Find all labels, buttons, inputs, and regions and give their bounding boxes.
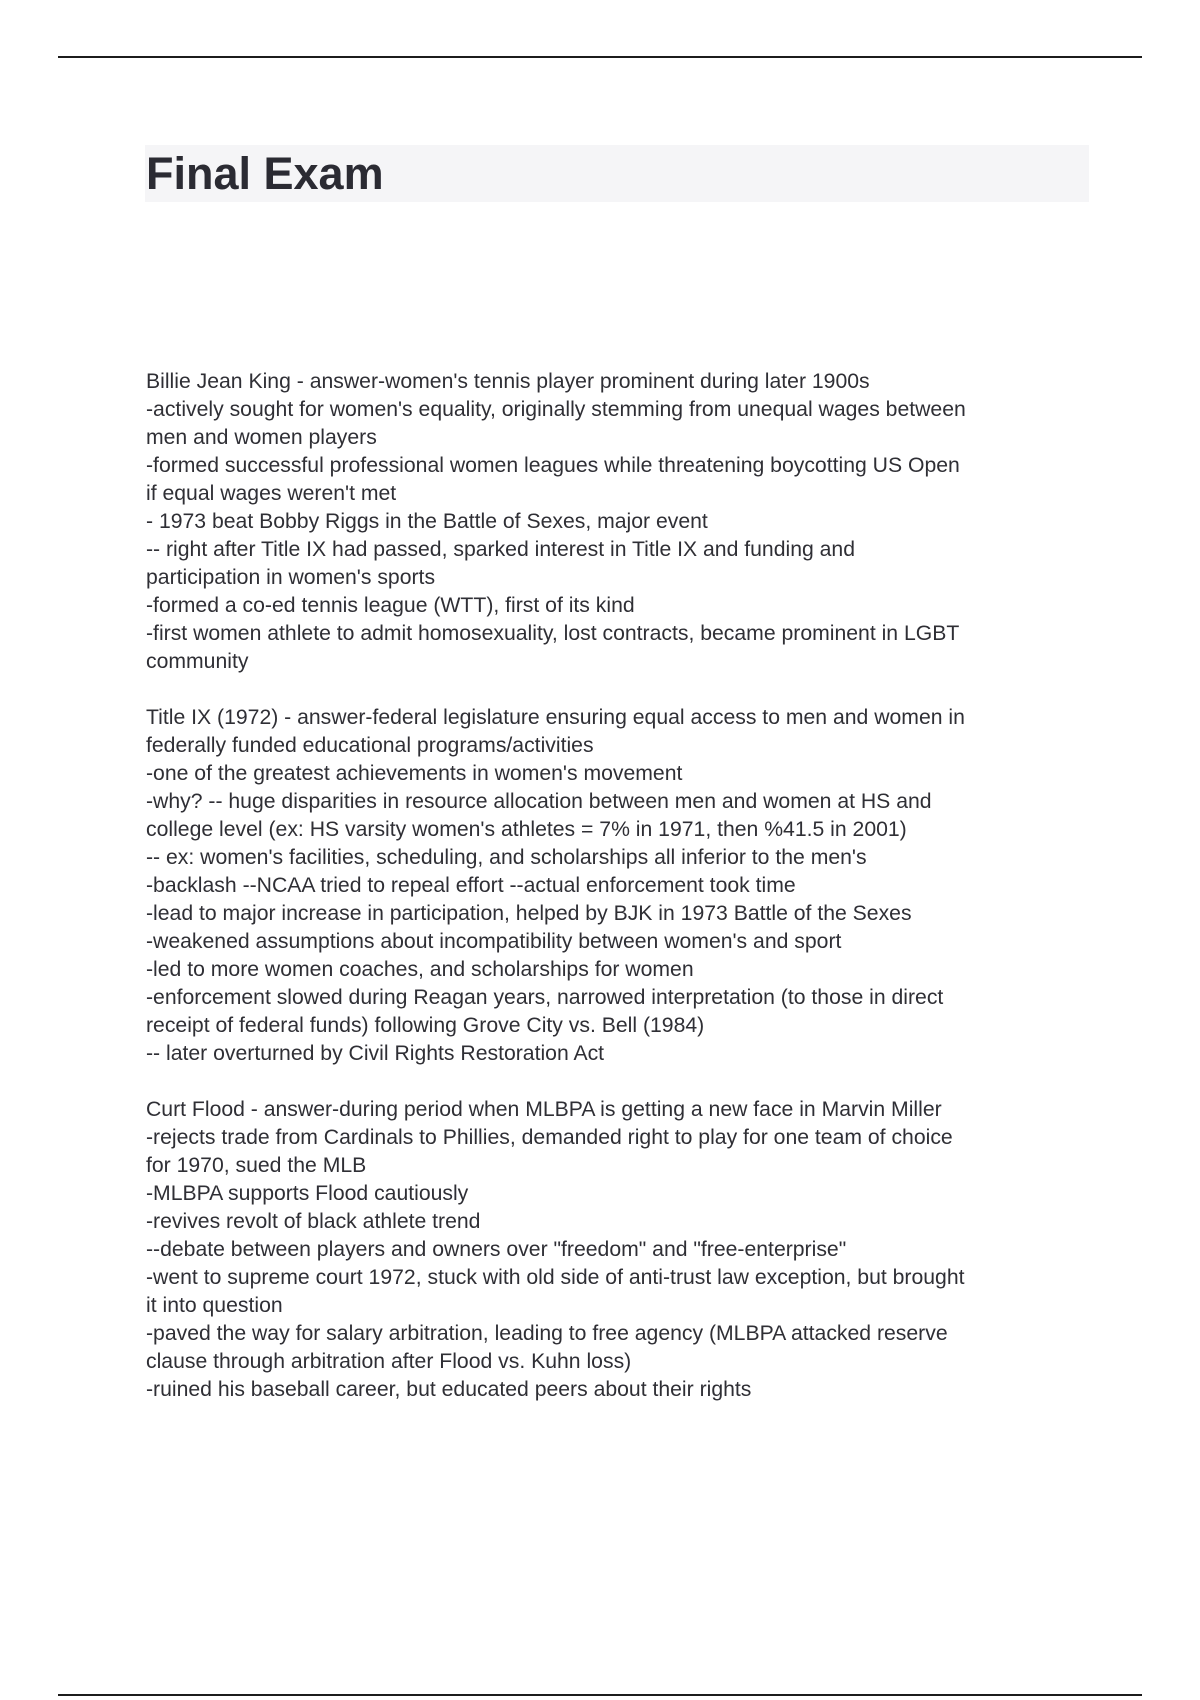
entry-line: -why? -- huge disparities in resource allocation between men and women at HS and <box>146 790 932 813</box>
entry-line: if equal wages weren't met <box>146 482 397 505</box>
entry-line: -rejects trade from Cardinals to Phillies, demanded right to play for one team of choice <box>146 1126 953 1149</box>
entry-line: Billie Jean King - answer-women's tennis player prominent during later 1900s <box>146 370 870 393</box>
entry-line: men and women players <box>146 426 377 449</box>
entry-line: -actively sought for women's equality, originally stemming from unequal wages between <box>146 398 966 421</box>
entry-line: -one of the greatest achievements in women's movement <box>146 762 683 785</box>
entry-line: -enforcement slowed during Reagan years, narrowed interpretation (to those in direct <box>146 986 944 1009</box>
entry-billie-jean-king <box>146 368 1090 676</box>
bottom-divider <box>58 1694 1142 1696</box>
document-body <box>146 368 1090 1432</box>
page-title: Final Exam <box>146 148 384 199</box>
entry-line: -backlash --NCAA tried to repeal effort --actual enforcement took time <box>146 874 796 897</box>
entry-line: community <box>146 650 249 673</box>
entry-line: receipt of federal funds) following Grove City vs. Bell (1984) <box>146 1014 705 1037</box>
entry-line: -first women athlete to admit homosexuality, lost contracts, became prominent in LGBT <box>146 622 960 645</box>
entry-title-ix <box>146 704 1090 1068</box>
entry-line: Curt Flood - answer-during period when MLBPA is getting a new face in Marvin Miller <box>146 1098 942 1121</box>
entry-line: college level (ex: HS varsity women's athletes = 7% in 1971, then %41.5 in 2001) <box>146 818 907 841</box>
entry-line: federally funded educational programs/activities <box>146 734 594 757</box>
entry-line: -- ex: women's facilities, scheduling, and scholarships all inferior to the men's <box>146 846 867 869</box>
entry-line: - 1973 beat Bobby Riggs in the Battle of Sexes, major event <box>146 510 708 533</box>
entry-line: participation in women's sports <box>146 566 436 589</box>
entry-line: -led to more women coaches, and scholarships for women <box>146 958 694 981</box>
entry-line: Title IX (1972) - answer-federal legislature ensuring equal access to men and women in <box>146 706 965 729</box>
entry-line: -- later overturned by Civil Rights Restoration Act <box>146 1042 605 1065</box>
entry-curt-flood <box>146 1096 1090 1404</box>
entry-line: -ruined his baseball career, but educated peers about their rights <box>146 1378 752 1401</box>
entry-line: clause through arbitration after Flood vs. Kuhn loss) <box>146 1350 632 1373</box>
entry-line: -revives revolt of black athlete trend <box>146 1210 481 1233</box>
entry-line: it into question <box>146 1294 283 1317</box>
entry-line: -lead to major increase in participation, helped by BJK in 1973 Battle of the Sexes <box>146 902 912 925</box>
entry-line: -formed a co-ed tennis league (WTT), first of its kind <box>146 594 635 617</box>
entry-line: -- right after Title IX had passed, sparked interest in Title IX and funding and <box>146 538 856 561</box>
entry-line: -went to supreme court 1972, stuck with old side of anti-trust law exception, but brought <box>146 1266 965 1289</box>
entry-line: --debate between players and owners over "freedom" and "free-enterprise" <box>146 1238 847 1261</box>
entry-line: -weakened assumptions about incompatibility between women's and sport <box>146 930 842 953</box>
entry-line: -MLBPA supports Flood cautiously <box>146 1182 469 1205</box>
top-divider <box>58 56 1142 58</box>
entry-line: for 1970, sued the MLB <box>146 1154 367 1177</box>
entry-line: -formed successful professional women leagues while threatening boycotting US Open <box>146 454 960 477</box>
entry-line: -paved the way for salary arbitration, leading to free agency (MLBPA attacked reserve <box>146 1322 948 1345</box>
